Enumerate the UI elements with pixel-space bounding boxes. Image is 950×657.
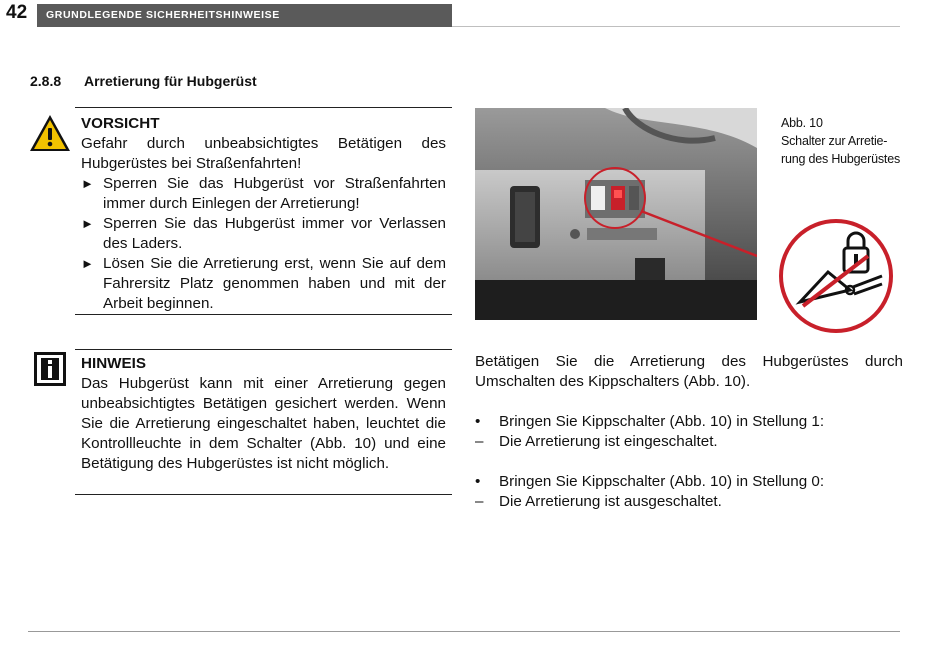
step-text: Bringen Sie Kippschalter (Abb. 10) in Stellung 0: [499,473,825,490]
caution-bullet-text: Sperren Sie das Hubgerüst immer vor Verlassen des Laders. [103,215,446,252]
caution-bullet-text: Sperren Sie das Hubgerüst vor Straßenfahrten immer durch Einlegen der Arretierung! [103,175,446,212]
arrow-marker: ► [81,176,94,191]
list-item [475,492,903,512]
caption-label: Abb. 10 [781,116,823,130]
section-heading [30,73,257,89]
chapter-header: GRUNDLEGENDE SICHERHEITSHINWEISE [37,4,452,27]
caption-line: rung des Hubgerüstes [781,152,900,166]
instructions [475,352,903,512]
hint-text: Das Hubgerüst kann mit einer Arretierung gegen unbeabsichtigtes Betätigen gesichert werden. Wenn Sie die Arretierung eingeschaltet haben, leuchtet die Kontrollleuchte in dem Schalter (Abb. 10) und eine Betätigung des Hubgerüstes ist nicht möglich. [81,375,446,472]
footer-rule [28,631,900,632]
dash-marker: – [475,433,484,450]
switch-panel-photo [475,108,757,320]
info-icon [34,352,66,386]
figure-caption [781,114,900,168]
caution-title: VORSICHT [81,115,160,132]
caution-bullet [81,254,446,314]
caution-text: Gefahr durch unbeabsichtigtes Betätigen des Hubgerüstes bei Straßenfahrten! [81,135,446,172]
result-text: Die Arretierung ist eingeschaltet. [499,433,718,450]
caution-bullet [81,214,446,254]
page-number: 42 [6,2,28,23]
list-item [475,412,903,432]
warning-triangle-icon [28,113,72,153]
lock-lift-icon [778,218,894,334]
section-title: Arretierung für Hubgerüst [84,73,257,89]
arrow-marker: ► [81,216,94,231]
hint-box [75,349,452,495]
header-rule [452,26,900,27]
hint-title: HINWEIS [81,355,146,372]
list-item [475,472,903,492]
instructions-intro: Betätigen Sie die Arretierung des Hubgerüstes durch Umschalten des Kippschalters (Abb. 10). [475,353,903,390]
arrow-marker: ► [81,256,94,271]
caution-bullet-text: Lösen Sie die Arretierung erst, wenn Sie auf dem Fahrersitz Platz genommen haben und mit der Arbeit beginnen. [103,255,446,312]
caution-bullet [81,174,446,214]
step-text: Bringen Sie Kippschalter (Abb. 10) in Stellung 1: [499,413,825,430]
bullet-marker: • [475,413,481,430]
dash-marker: – [475,493,484,510]
result-text: Die Arretierung ist ausgeschaltet. [499,493,722,510]
section-number: 2.8.8 [30,73,62,89]
list-item [475,432,903,452]
caution-box [75,107,452,315]
caption-line: Schalter zur Arretie- [781,134,888,148]
bullet-marker: • [475,473,481,490]
